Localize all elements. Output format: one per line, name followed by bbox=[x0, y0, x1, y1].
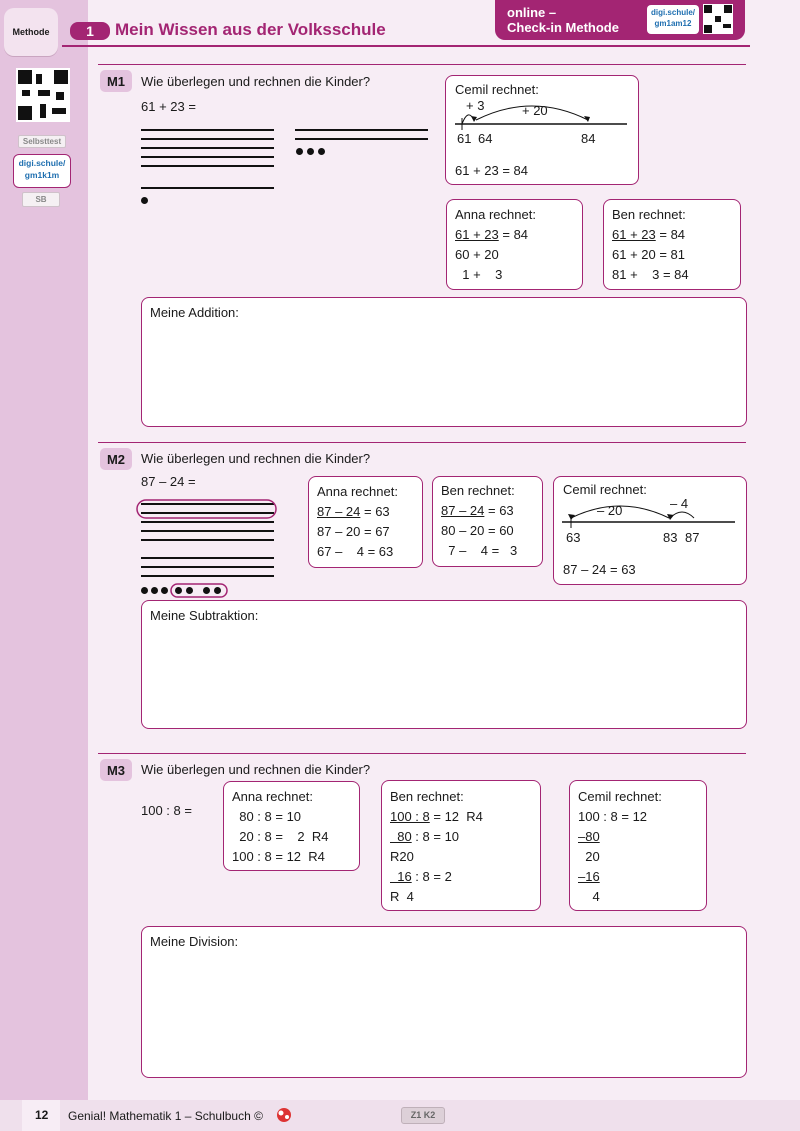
m1-cemil-plus3: + 3 bbox=[466, 98, 485, 113]
m3-ben-line2-b: : 8 = 10 bbox=[411, 829, 460, 844]
m1-answer-label: Meine Addition: bbox=[150, 305, 239, 320]
m1-ben-line1-b: = 84 bbox=[655, 227, 686, 242]
m3-cemil-line3: 20 bbox=[578, 849, 600, 864]
m1-anna-title: Anna rechnet: bbox=[455, 207, 536, 222]
m1-anna-line2: 60 + 20 bbox=[455, 247, 499, 262]
m3-anna-line2: 20 : 8 = 2 R4 bbox=[232, 829, 329, 844]
page-number: 12 bbox=[35, 1108, 49, 1122]
m3-anna-line3: 100 : 8 = 12 R4 bbox=[232, 849, 325, 864]
m1-label: M1 bbox=[100, 70, 132, 92]
m3-answer-label: Meine Division: bbox=[150, 934, 239, 949]
m2-anna-title: Anna rechnet: bbox=[317, 484, 398, 499]
m2-ben-line3: 7 – 4 = 3 bbox=[441, 543, 518, 558]
m1-anna-line1-a: 61 + 23 bbox=[455, 227, 499, 242]
m3-task: 100 : 8 = bbox=[141, 803, 192, 818]
m2-cemil-minus4: – 4 bbox=[670, 496, 689, 511]
m1-task: 61 + 23 = bbox=[141, 99, 196, 114]
m1-anna-line3: 1 + 3 bbox=[455, 267, 503, 282]
online-line2: Check-in Methode bbox=[507, 20, 619, 35]
m3-ben-title: Ben rechnet: bbox=[390, 789, 464, 804]
m2-anna-line1-b: = 63 bbox=[360, 504, 390, 519]
m2-answer-label: Meine Subtraktion: bbox=[150, 608, 259, 623]
m3-cemil-line4: –16 bbox=[578, 869, 600, 884]
m2-cemil-result: 87 – 24 = 63 bbox=[563, 562, 636, 577]
m3-cemil-title: Cemil rechnet: bbox=[578, 789, 662, 804]
m1-anna-line1-b: = 84 bbox=[498, 227, 529, 242]
m3-cemil-line5: 4 bbox=[578, 889, 600, 904]
m2-question: Wie überlegen und rechnen die Kinder? bbox=[141, 451, 371, 466]
m1-ben-title: Ben rechnet: bbox=[612, 207, 686, 222]
m3-ben-line5: R 4 bbox=[390, 889, 414, 904]
m2-anna-line1-a: 87 – 24 bbox=[317, 504, 361, 519]
m1-ben-line3: 81 + 3 = 84 bbox=[612, 267, 689, 282]
methode-tab[interactable]: Methode bbox=[4, 8, 58, 56]
m3-ben-line4-a: 16 bbox=[390, 869, 412, 884]
m1-ben-line2: 61 + 20 = 81 bbox=[612, 247, 686, 262]
m3-anna-title: Anna rechnet: bbox=[232, 789, 313, 804]
m1-question: Wie überlegen und rechnen die Kinder? bbox=[141, 74, 371, 89]
m2-ben-line1-b: = 63 bbox=[484, 503, 514, 518]
publisher-logo-icon bbox=[275, 1106, 293, 1124]
footer bbox=[0, 1100, 800, 1131]
m3-ben-line4 bbox=[390, 869, 452, 884]
m3-ben-line2-a: 80 bbox=[390, 829, 412, 844]
m3-anna-line1: 80 : 8 = 10 bbox=[232, 809, 302, 824]
m3-ben-line1 bbox=[390, 809, 483, 824]
m1-cemil-84: 84 bbox=[581, 131, 596, 146]
m2-label: M2 bbox=[100, 448, 132, 470]
m3-cemil-line2: –80 bbox=[578, 829, 600, 844]
m2-task: 87 – 24 = bbox=[141, 474, 196, 489]
m2-cemil-minus20: – 20 bbox=[597, 503, 623, 518]
m2-cemil-87: 87 bbox=[685, 530, 700, 545]
book-title: Genial! Mathematik 1 – Schulbuch © bbox=[68, 1109, 263, 1123]
chapter-title: Mein Wissen aus der Volksschule bbox=[115, 20, 386, 39]
online-line1: online – bbox=[507, 5, 557, 20]
m2-ben-line2: 80 – 20 = 60 bbox=[441, 523, 514, 538]
digi-schule-link[interactable]: digi.schule/ gm1k1m bbox=[13, 154, 71, 188]
section-rule bbox=[98, 753, 746, 754]
chapter-number: 1 bbox=[70, 22, 110, 40]
m3-ben-line4-b: : 8 = 2 bbox=[411, 869, 452, 884]
m1-cemil-61: 61 bbox=[457, 131, 472, 146]
m1-cemil-title: Cemil rechnet: bbox=[455, 82, 539, 97]
m1-cemil-result: 61 + 23 = 84 bbox=[455, 163, 529, 178]
m2-ben-line1-a: 87 – 24 bbox=[441, 503, 485, 518]
m2-cemil-63: 63 bbox=[566, 530, 581, 545]
m2-cemil-83: 83 bbox=[663, 530, 678, 545]
m1-ben-line1-a: 61 + 23 bbox=[612, 227, 656, 242]
m3-question: Wie überlegen und rechnen die Kinder? bbox=[141, 762, 371, 777]
m1-cemil-64: 64 bbox=[478, 131, 493, 146]
m3-label: M3 bbox=[100, 759, 132, 781]
m3-ben-line1-b: = 12 R4 bbox=[429, 809, 483, 824]
m3-ben-line2 bbox=[390, 829, 459, 844]
m1-cemil-plus20: + 20 bbox=[522, 103, 548, 118]
m2-anna-line3: 67 – 4 = 63 bbox=[317, 544, 394, 559]
competence-code: Z1 K2 bbox=[401, 1107, 445, 1124]
m3-ben-line3: R20 bbox=[390, 849, 414, 864]
selbsttest-label[interactable]: Selbsttest bbox=[18, 135, 66, 148]
sb-label[interactable]: SB bbox=[22, 192, 60, 207]
m2-anna-line2: 87 – 20 = 67 bbox=[317, 524, 390, 539]
m3-cemil-line1: 100 : 8 = 12 bbox=[578, 809, 648, 824]
m2-ben-title: Ben rechnet: bbox=[441, 483, 515, 498]
digi-schule-link[interactable]: digi.schule/ gm1am12 bbox=[647, 5, 699, 34]
m3-ben-line1-a: 100 : 8 bbox=[390, 809, 430, 824]
m2-cemil-title: Cemil rechnet: bbox=[563, 482, 647, 497]
